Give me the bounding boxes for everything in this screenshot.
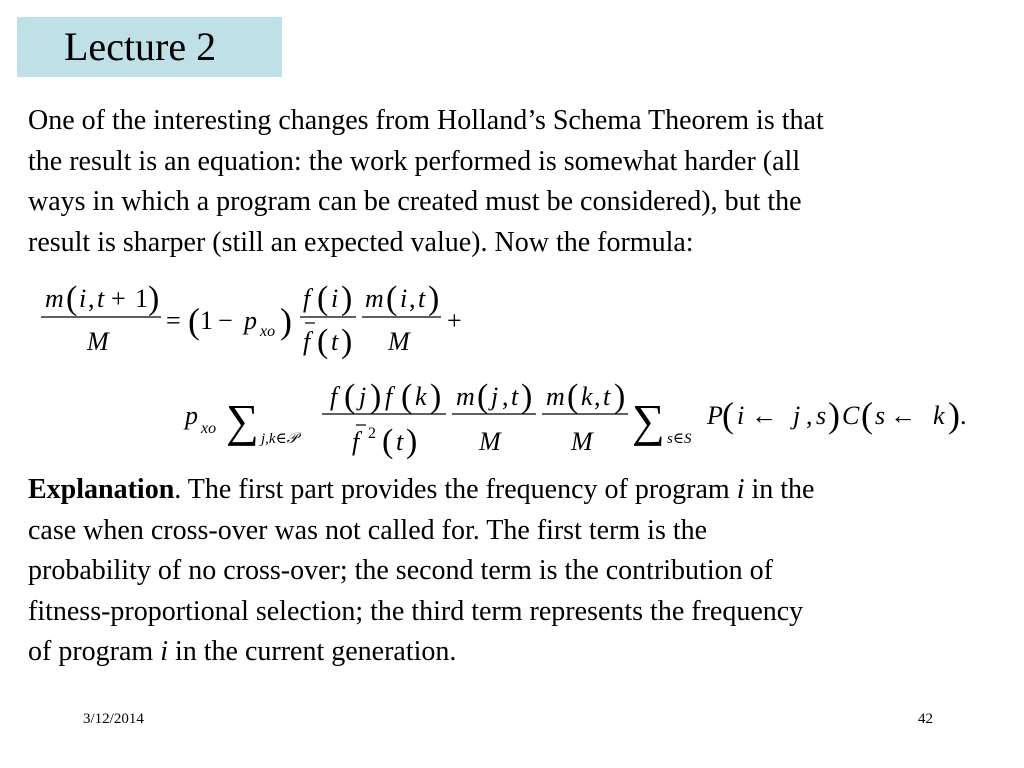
l2-f1-den-t: t [396,427,404,456]
l2-f2-num-m: m [456,382,475,411]
l2-f1-num-rparen2: ) [430,378,442,415]
l1-lhs-denominator: M [87,327,109,356]
l2-p-sub-xo: xo [201,420,217,437]
intro-line-3: ways in which a program can be created must be considered), but the [28,186,802,217]
title-box [17,17,282,77]
l1-factor-lparen: ( [188,301,200,341]
explanation-paragraph [28,470,814,673]
footer-date: 3/12/2014 [83,711,144,727]
l2-tail-lparen2: ( [861,395,873,435]
l1-factor-minus: − [218,306,233,335]
l2-f3-num-m: m [546,382,565,411]
l2-sum2-sigma-icon: ∑ [632,395,665,446]
explanation-line-5 [28,632,814,673]
l2-f1-num-k: k [415,382,427,411]
l2-f3-num-k: k [581,382,593,411]
l2-f1-den-lparen: ( [382,423,394,460]
l2-f2-num-lparen: ( [477,378,489,415]
l2-f3-num-t: t [603,382,611,411]
l1-f2-den-lparen: ( [317,323,329,360]
l1-f3-num-rparen: ) [428,280,440,317]
l2-f1-num-f1: f [330,382,338,411]
l2-f2-num-j: j [491,382,499,411]
l2-f2-num-t: t [511,382,519,411]
explanation-line-5-pre: of program [28,636,161,667]
l2-f1-num-lparen2: ( [401,378,413,415]
l1-f2-den-rparen: ) [341,323,353,360]
l2-tail-j: j [793,401,801,430]
explanation-line-1-post: in the [744,474,815,505]
intro-line-4: result is sharper (still an expected value). Now the formula: [28,226,694,258]
l1-factor-p: p [244,306,257,335]
l2-sum2-subscript: s∈S [667,431,692,447]
l1-lhs-comma: , [88,284,95,313]
l2-f1-num-lparen1: ( [344,378,356,415]
l1-f3-num-comma: , [409,284,416,313]
l2-f3-num-comma: , [594,382,601,411]
explanation-line-1 [28,470,814,511]
l2-f2-denominator: M [479,427,501,456]
l2-tail-i: i [737,401,745,430]
l2-tail-C: C [842,401,860,430]
intro-paragraph [28,101,824,263]
l1-f2-num-rparen: ) [341,280,353,317]
l2-f1-den-rparen: ) [406,423,418,460]
l2-tail-rparen1: ) [828,395,840,435]
l2-f2-num-comma: , [502,382,509,411]
explanation-line-1-var: i [736,474,745,505]
l2-f3-num-lparen: ( [567,378,579,415]
explanation-line-4: fitness-proportional selection; the third term represents the frequency [28,595,804,627]
l1-lhs-rparen: ) [148,280,160,317]
l1-lhs-i: i [79,284,87,313]
l1-f3-num-m: m [365,284,384,313]
l1-f2-den-t: t [331,327,339,356]
l1-f3-num-i: i [400,284,408,313]
l1-equals: = [166,306,181,335]
l2-tail-comma: , [806,401,813,430]
l2-f1-den-f: f [352,427,360,456]
formula-line-2 [183,378,967,460]
l1-f2-num-f: f [303,284,311,313]
l1-lhs-lparen: ( [66,280,78,317]
l2-tail-s1: s [816,401,827,430]
explanation-line-1-pre: . The first part provides the frequency of program [174,474,737,505]
l1-f3-num-lparen: ( [386,280,398,317]
l2-f1-den-sup-2: 2 [368,425,376,442]
l1-lhs-one: 1 [135,284,148,313]
l1-f3-num-t: t [418,284,426,313]
l1-factor-one: 1 [200,306,213,335]
l2-tail-P: P [707,401,723,430]
l2-f1-num-j: j [359,382,367,411]
l1-f2-num-lparen: ( [317,280,329,317]
l2-sum1-subscript: j,k∈𝒫 [261,431,298,447]
explanation-line-2: case when cross-over was not called for. The first term is the [28,514,708,546]
l2-sum1-sigma-icon: ∑ [226,395,259,446]
l1-lhs-m: m [45,284,64,313]
l2-p: p [185,401,198,430]
l1-lhs-t: t [97,284,105,313]
l2-tail-k: k [933,401,945,430]
l1-f2-den-f: f [303,327,311,356]
l2-tail-s2: s [875,401,886,430]
explanation-line-3: probability of no cross-over; the second term is the contribution of [28,555,773,586]
l2-f2-num-rparen: ) [521,378,533,415]
footer-page-number: 42 [918,711,933,727]
l1-f2-num-i: i [331,284,339,313]
l1-f3-denominator: M [388,327,410,356]
l1-factor-sub-xo: xo [260,323,276,340]
l2-f1-num-f2: f [385,382,393,411]
slide-title: Lecture 2 [64,24,217,69]
explanation-line-5-var: i [160,636,168,667]
l2-tail-period: . [960,401,967,430]
formula-line-1 [41,280,462,360]
l2-f3-num-rparen: ) [614,378,626,415]
explanation-label: Explanation [28,474,175,505]
l2-tail-arrow1-icon: ← [751,401,777,430]
l1-plus: + [447,306,462,335]
l2-f3-denominator: M [571,427,593,456]
l1-lhs-plus: + [111,284,126,313]
l1-factor-rparen: ) [280,301,292,341]
l2-tail-arrow2-icon: ← [890,401,916,430]
intro-line-2: the result is an equation: the work performed is somewhat harder (all [28,145,801,177]
explanation-line-5-post: in the current generation. [167,636,457,667]
l2-f1-num-rparen1: ) [370,378,382,415]
intro-line-1: One of the interesting changes from Holland’s Schema Theorem is that [28,105,824,136]
l2-tail-rparen2: ) [948,395,960,435]
l2-tail-lparen1: ( [722,395,734,435]
